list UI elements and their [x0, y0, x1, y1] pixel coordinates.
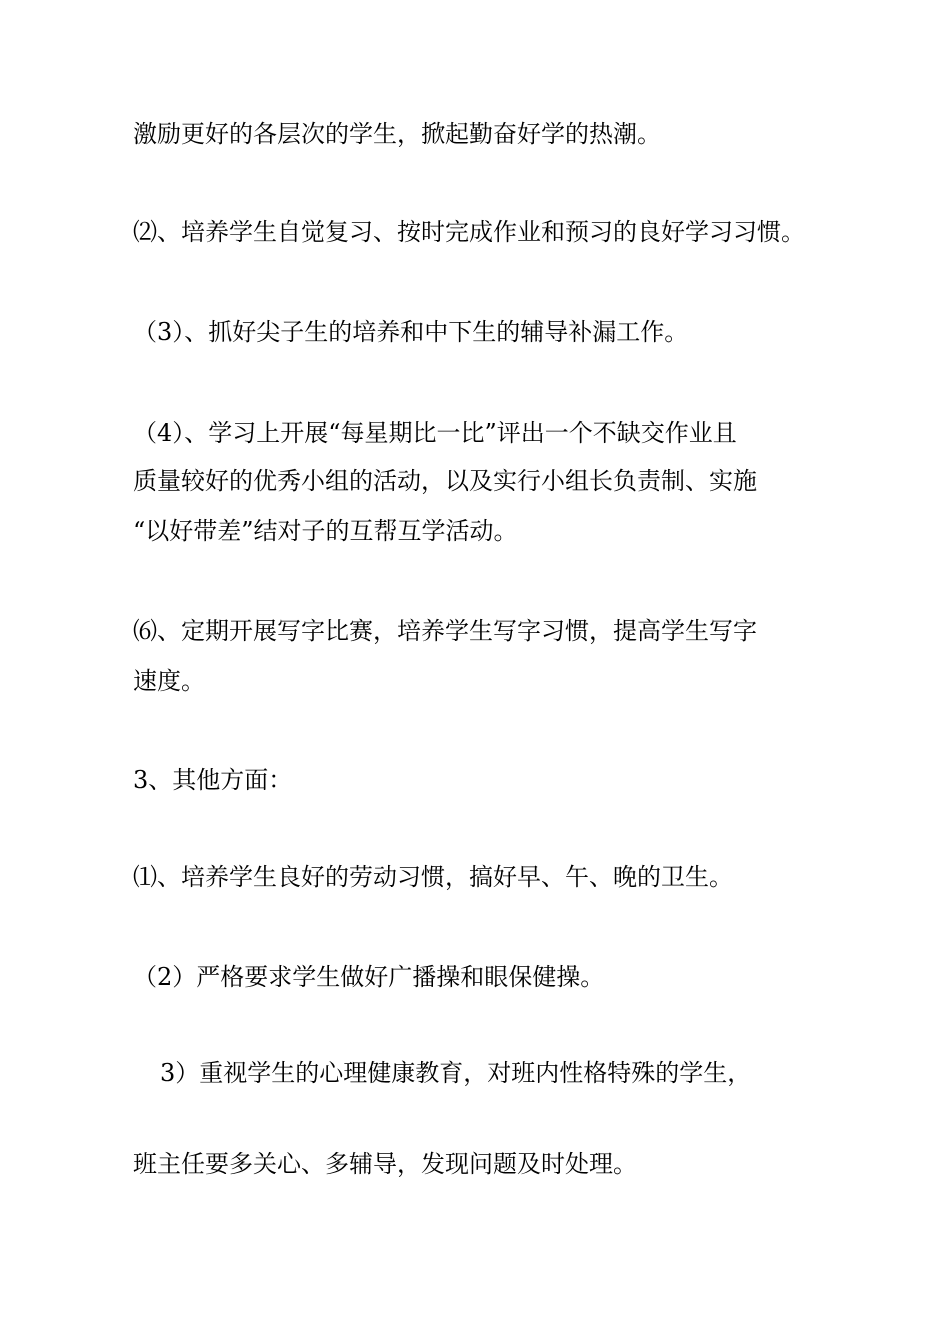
paragraph-line: ⑴、培养学生良好的劳动习惯，搞好早、午、晚的卫生。: [133, 863, 733, 891]
section-heading: 3、其他方面：: [133, 766, 293, 794]
paragraph-line: （2）严格要求学生做好广播操和眼保健操。: [133, 963, 605, 991]
paragraph-line: （4）、学习上开展“每星期比一比”评出一个不缺交作业且: [133, 419, 737, 447]
paragraph-line: 班主任要多关心、多辅导，发现问题及时处理。: [133, 1150, 637, 1178]
paragraph-line: ⑵、培养学生自觉复习、按时完成作业和预习的良好学习习惯。: [133, 218, 805, 246]
paragraph-line: “以好带差”结对子的互帮互学活动。: [133, 517, 518, 545]
paragraph-line: ⑹、定期开展写字比赛，培养学生写字习惯，提高学生写字: [133, 617, 757, 645]
paragraph-line: 速度。: [133, 667, 205, 695]
paragraph-line: 激励更好的各层次的学生，掀起勤奋好学的热潮。: [133, 120, 661, 148]
paragraph-line: 质量较好的优秀小组的活动，以及实行小组长负责制、实施: [133, 467, 757, 495]
paragraph-line: 3）重视学生的心理健康教育，对班内性格特殊的学生，: [160, 1059, 752, 1087]
paragraph-line: （3）、抓好尖子生的培养和中下生的辅导补漏工作。: [133, 318, 689, 346]
